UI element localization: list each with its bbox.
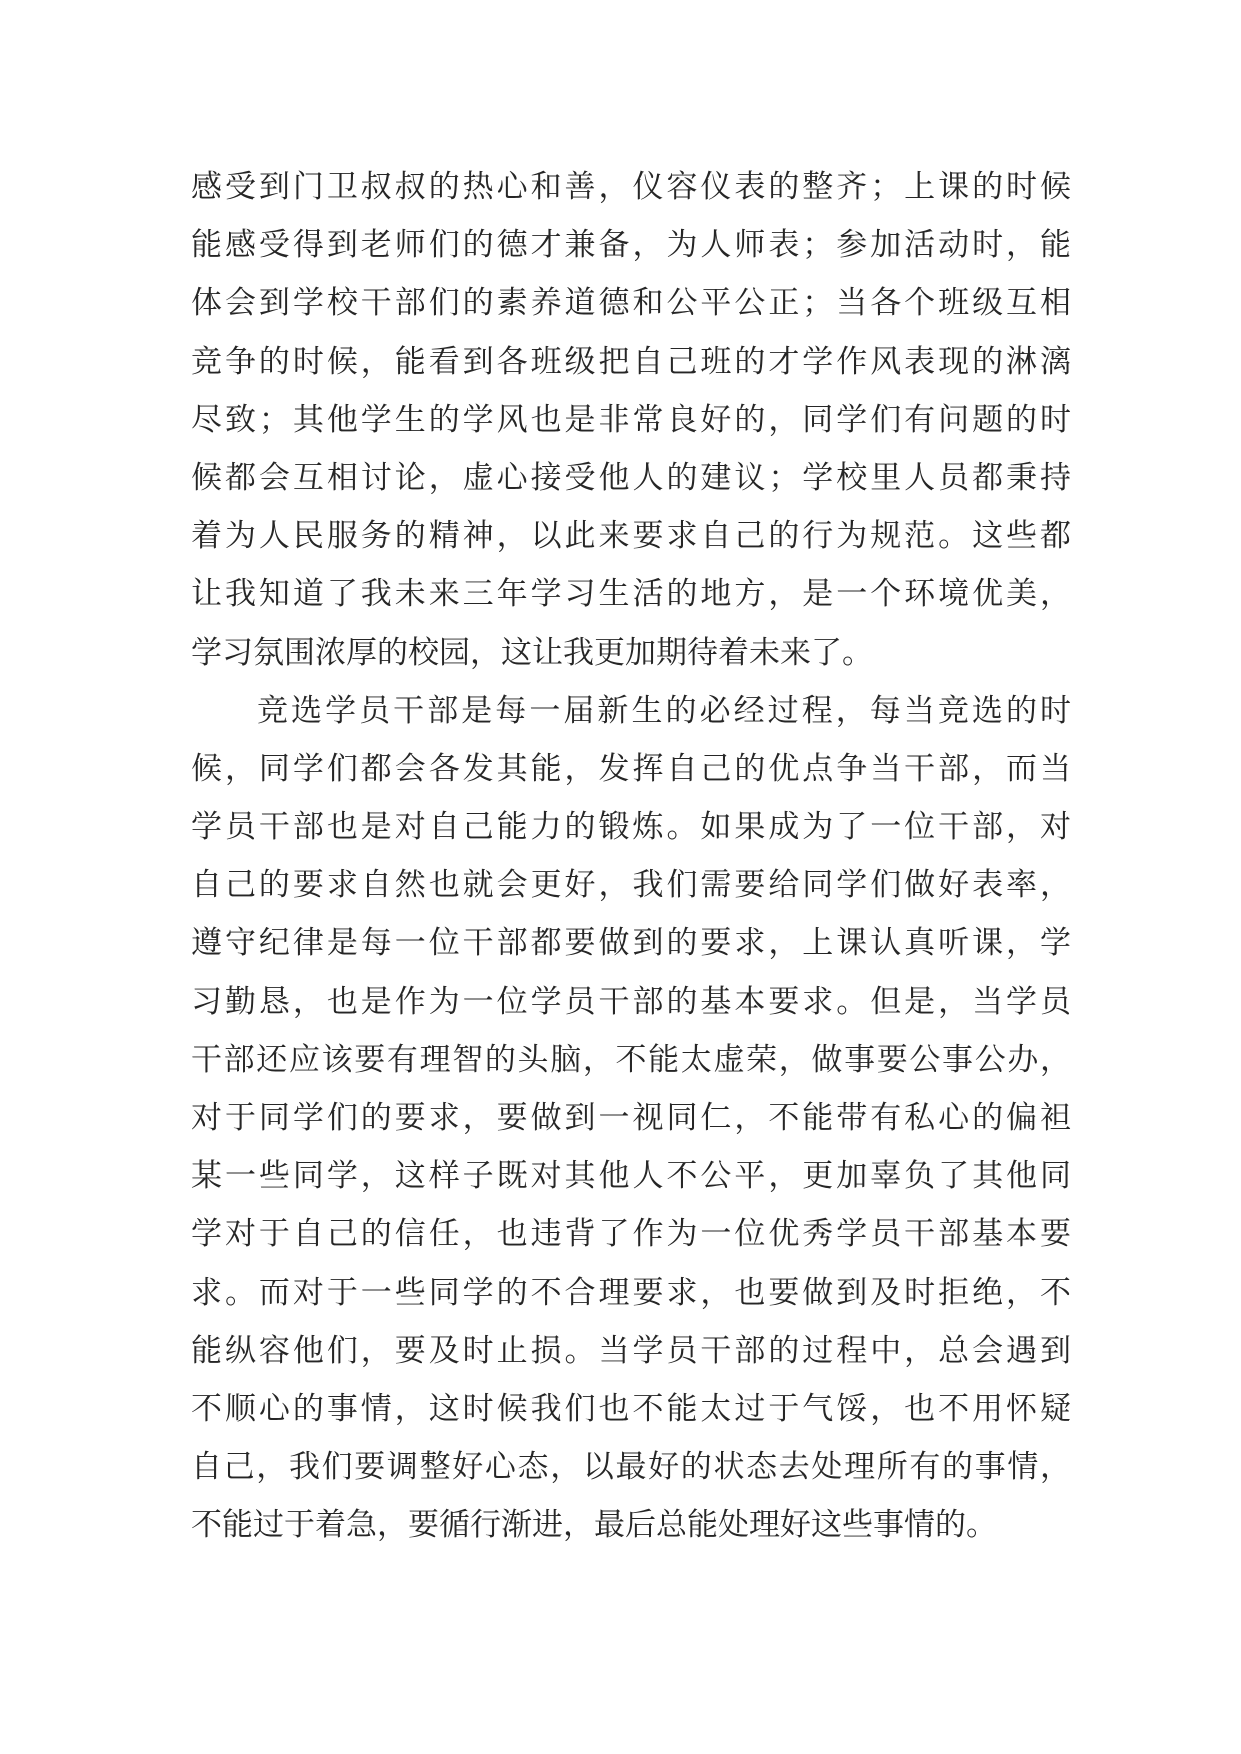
body-text xyxy=(191,158,1071,1555)
text-line: 求。而对于一些同学的不合理要求，也要做到及时拒绝，不 xyxy=(191,1274,1071,1311)
text-line: 让我知道了我未来三年学习生活的地方，是一个环境优美， xyxy=(191,576,1071,613)
text-line: 遵守纪律是每一位干部都要做到的要求，上课认真听课，学 xyxy=(191,925,1071,962)
text-line: 尽致；其他学生的学风也是非常良好的，同学们有问题的时 xyxy=(191,401,1071,438)
text-line: 不顺心的事情，这时候我们也不能太过于气馁，也不用怀疑 xyxy=(191,1390,1071,1427)
text-line: 干部还应该要有理智的头脑，不能太虚荣，做事要公事公办， xyxy=(191,1041,1071,1078)
text-line: 候，同学们都会各发其能，发挥自己的优点争当干部，而当 xyxy=(191,750,1071,787)
text-line: 习勤恳，也是作为一位学员干部的基本要求。但是，当学员 xyxy=(191,983,1071,1020)
paragraph-last-line: 学习氛围浓厚的校园，这让我更加期待着未来了。 xyxy=(191,634,873,671)
text-line: 学对于自己的信任，也违背了作为一位优秀学员干部基本要 xyxy=(191,1216,1071,1253)
text-line: 学员干部也是对自己能力的锻炼。如果成为了一位干部，对 xyxy=(191,809,1071,846)
text-line: 自己，我们要调整好心态，以最好的状态去处理所有的事情， xyxy=(191,1449,1071,1486)
text-line: 对于同学们的要求，要做到一视同仁，不能带有私心的偏袒 xyxy=(191,1100,1071,1136)
text-line: 能感受得到老师们的德才兼备，为人师表；参加活动时，能 xyxy=(191,227,1071,264)
text-line: 竞争的时候，能看到各班级把自己班的才学作风表现的淋漓 xyxy=(191,343,1071,380)
text-line: 自己的要求自然也就会更好，我们需要给同学们做好表率， xyxy=(191,867,1071,904)
paragraph-last-line: 不能过于着急，要循行渐进，最后总能处理好这些事情的。 xyxy=(191,1507,997,1544)
text-line: 某一些同学，这样子既对其他人不公平，更加辜负了其他同 xyxy=(191,1158,1071,1195)
text-line: 候都会互相讨论，虚心接受他人的建议；学校里人员都秉持 xyxy=(191,459,1071,496)
paragraph-first-line: 竞选学员干部是每一届新生的必经过程，每当竞选的时 xyxy=(257,692,1071,729)
text-line: 感受到门卫叔叔的热心和善，仪容仪表的整齐；上课的时候 xyxy=(191,169,1071,205)
text-line: 能纵容他们，要及时止损。当学员干部的过程中，总会遇到 xyxy=(191,1332,1071,1369)
text-line: 着为人民服务的精神，以此来要求自己的行为规范。这些都 xyxy=(191,518,1071,555)
text-line: 体会到学校干部们的素养道德和公平公正；当各个班级互相 xyxy=(191,285,1071,322)
